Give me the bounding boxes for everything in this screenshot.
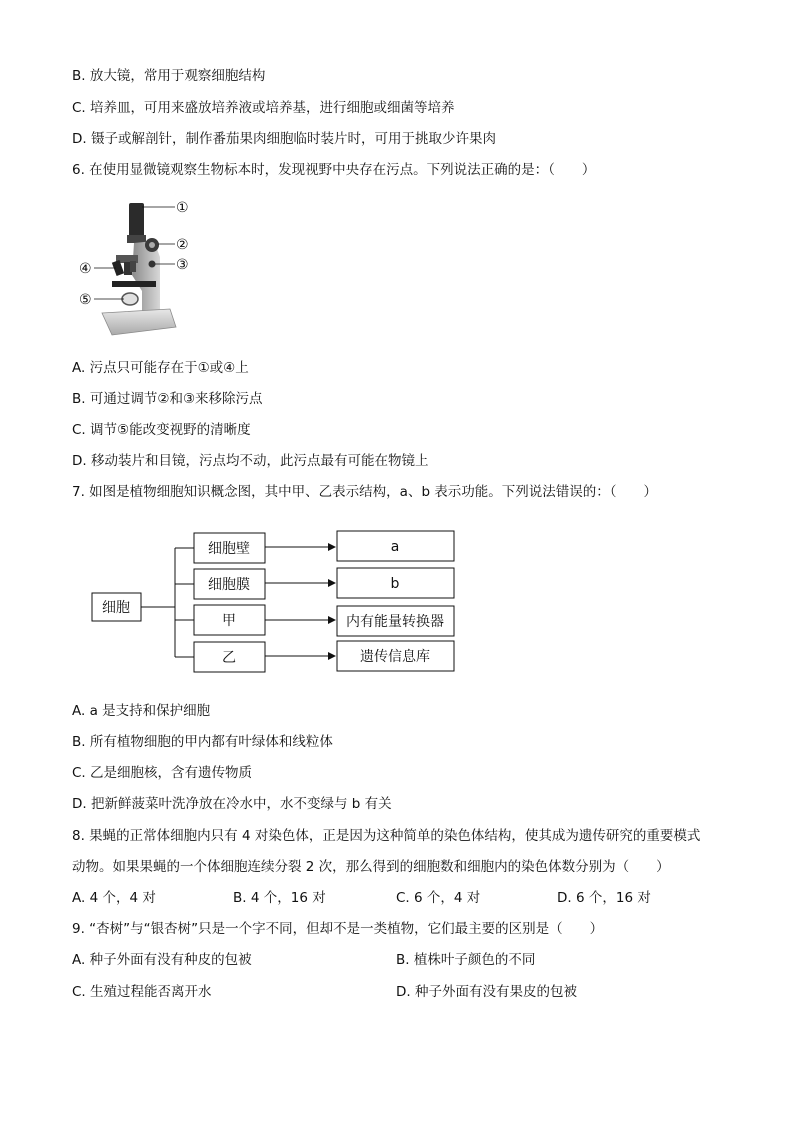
prev-option-c: C. 培养皿，可用来盛放培养液或培养基，进行细胞或细菌等培养 bbox=[72, 100, 455, 116]
fine-adjust-knob bbox=[149, 261, 156, 268]
function-label-1: a bbox=[390, 539, 400, 555]
reflector-mirror bbox=[122, 293, 138, 305]
question-6-option-a: A. 污点只可能存在于①或④上 bbox=[72, 360, 249, 376]
question-9-option-d: D. 种子外面有没有果皮的包被 bbox=[396, 984, 577, 1000]
question-7-option-d: D. 把新鲜菠菜叶洗净放在冷水中，水不变绿与 b 有关 bbox=[72, 796, 392, 812]
label-4: ④ bbox=[79, 261, 92, 277]
label-3: ③ bbox=[176, 257, 189, 273]
root-label: 细胞 bbox=[102, 600, 130, 616]
question-8-stem-line-1: 8. 果蝇的正常体细胞内只有 4 对染色体，正是因为这种简单的染色体结构，使其成为遗传研究的重要模式 bbox=[72, 828, 701, 844]
question-9-option-b: B. 植株叶子颜色的不同 bbox=[396, 952, 536, 968]
function-label-4: 遗传信息库 bbox=[360, 649, 430, 665]
label-1: ① bbox=[176, 200, 189, 216]
question-7-option-b: B. 所有植物细胞的甲内都有叶绿体和线粒体 bbox=[72, 734, 333, 750]
question-9-stem: 9. “杏树”与“银杏树”只是一个字不同，但却不是一类植物，它们最主要的区别是（ ） bbox=[72, 921, 604, 937]
question-7-stem: 7. 如图是植物细胞知识概念图，其中甲、乙表示结构，a、b 表示功能。下列说法错误的：（ ） bbox=[72, 484, 658, 500]
question-7-option-a: A. a 是支持和保护细胞 bbox=[72, 703, 211, 719]
structure-label-1: 细胞壁 bbox=[208, 541, 250, 557]
microscope-eyepiece bbox=[129, 203, 144, 239]
concept-map bbox=[86, 525, 466, 680]
prev-option-b: B. 放大镜，常用于观察细胞结构 bbox=[72, 68, 266, 84]
microscope-figure bbox=[72, 195, 212, 340]
microscope-arm bbox=[132, 241, 160, 320]
label-2: ② bbox=[176, 237, 189, 253]
label-5: ⑤ bbox=[79, 292, 92, 308]
question-6-stem: 6. 在使用显微镜观察生物标本时，发现视野中央存在污点。下列说法正确的是：（ ） bbox=[72, 162, 596, 178]
question-6-option-d: D. 移动装片和目镜，污点均不动，此污点最有可能在物镜上 bbox=[72, 453, 429, 469]
structure-label-3: 甲 bbox=[222, 613, 236, 629]
question-8-option-d: D. 6 个，16 对 bbox=[557, 890, 651, 906]
question-6-option-b: B. 可通过调节②和③来移除污点 bbox=[72, 391, 263, 407]
question-9-option-a: A. 种子外面有没有种皮的包被 bbox=[72, 952, 252, 968]
microscope-base bbox=[102, 309, 176, 335]
prev-option-d: D. 镊子或解剖针，制作番茄果肉细胞临时装片时，可用于挑取少许果肉 bbox=[72, 131, 496, 147]
structure-label-4: 乙 bbox=[222, 650, 236, 666]
question-7-option-c: C. 乙是细胞核，含有遗传物质 bbox=[72, 765, 253, 781]
question-8-option-c: C. 6 个，4 对 bbox=[396, 890, 481, 906]
structure-label-2: 细胞膜 bbox=[208, 577, 250, 593]
question-8-option-a: A. 4 个，4 对 bbox=[72, 890, 156, 906]
question-8-stem-line-2: 动物。如果果蝇的一个体细胞连续分裂 2 次，那么得到的细胞数和细胞内的染色体数分别为（ ） bbox=[72, 859, 670, 875]
question-6-option-c: C. 调节⑤能改变视野的清晰度 bbox=[72, 422, 251, 438]
microscope-stage bbox=[112, 281, 156, 287]
function-label-3: 内有能量转换器 bbox=[346, 614, 444, 630]
question-9-option-c: C. 生殖过程能否离开水 bbox=[72, 984, 212, 1000]
function-label-2: b bbox=[390, 576, 400, 592]
question-8-option-b: B. 4 个，16 对 bbox=[233, 890, 326, 906]
